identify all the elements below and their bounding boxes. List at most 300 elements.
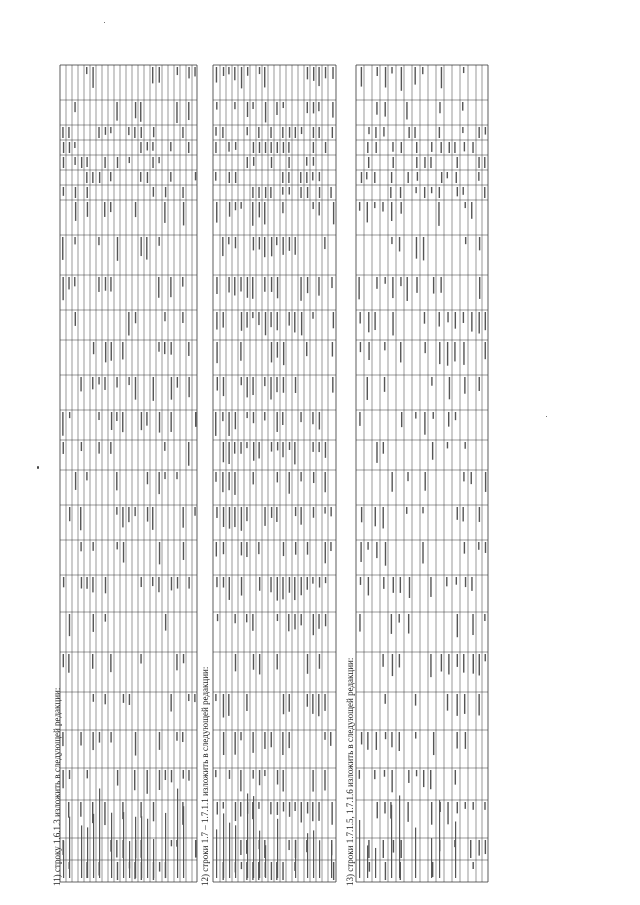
- cell-text-mark: [264, 202, 265, 224]
- description-text-mark: [216, 829, 217, 878]
- cell-text-mark: [258, 187, 259, 198]
- cell-text-mark: [265, 312, 266, 335]
- cell-text-mark: [289, 237, 290, 251]
- cell-text-mark: [69, 770, 70, 779]
- cell-text-mark: [359, 412, 360, 426]
- cell-text-mark: [319, 187, 320, 198]
- cell-text-mark: [283, 542, 284, 556]
- cell-text-mark: [271, 442, 272, 452]
- cell-text-mark: [400, 342, 401, 362]
- cell-text-mark: [270, 312, 271, 327]
- cell-text-mark: [408, 127, 409, 138]
- cell-text-mark: [182, 277, 183, 287]
- cell-text-mark: [62, 732, 63, 746]
- description-text-mark: [277, 819, 278, 878]
- description-text-mark: [93, 814, 94, 878]
- cell-text-mark: [441, 654, 442, 672]
- cell-text-mark: [485, 127, 486, 135]
- cell-text-mark: [122, 507, 123, 527]
- cell-text-mark: [431, 187, 432, 193]
- cell-text-mark: [360, 577, 361, 585]
- cell-text-mark: [288, 172, 289, 183]
- cell-text-mark: [116, 507, 117, 515]
- cell-text-mark: [318, 802, 319, 821]
- cell-text-mark: [391, 67, 392, 73]
- cell-text-mark: [312, 442, 313, 452]
- cell-text-mark: [331, 277, 332, 288]
- cell-text-mark: [449, 142, 450, 153]
- cell-text-mark: [484, 187, 485, 198]
- cell-text-mark: [271, 507, 272, 518]
- cell-text-mark: [216, 312, 217, 330]
- cell-text-mark: [400, 277, 401, 286]
- cell-text-mark: [134, 127, 135, 138]
- cell-text-mark: [463, 654, 464, 673]
- description-text-mark: [111, 813, 112, 878]
- cell-text-mark: [294, 442, 295, 464]
- cell-text-mark: [464, 542, 465, 554]
- cell-text-mark: [392, 312, 393, 335]
- cell-text-mark: [485, 312, 486, 330]
- description-text-mark: [165, 813, 166, 878]
- cell-text-mark: [92, 377, 93, 389]
- cell-text-mark: [277, 442, 278, 450]
- cell-text-mark: [407, 802, 408, 822]
- cell-text-mark: [277, 342, 278, 358]
- cell-text-mark: [401, 142, 402, 153]
- cell-text-mark: [319, 577, 320, 588]
- cell-text-mark: [240, 202, 241, 209]
- cell-text-mark: [423, 770, 424, 787]
- cell-text-mark: [110, 277, 111, 292]
- cell-text-mark: [431, 802, 432, 825]
- cell-text-mark: [182, 732, 183, 742]
- cell-text-mark: [416, 157, 417, 168]
- cell-text-mark: [135, 312, 136, 323]
- cell-text-mark: [391, 472, 392, 492]
- cell-text-mark: [110, 654, 111, 672]
- cell-text-mark: [111, 342, 112, 361]
- cell-text-mark: [63, 187, 64, 196]
- cell-text-mark: [307, 654, 308, 674]
- cell-text-mark: [223, 507, 224, 527]
- cell-text-mark: [265, 142, 266, 153]
- cell-text-mark: [240, 802, 241, 817]
- cell-text-mark: [478, 542, 479, 550]
- cell-text-mark: [188, 442, 189, 466]
- cell-text-mark: [264, 732, 265, 749]
- cell-text-mark: [447, 802, 448, 824]
- cell-text-mark: [252, 277, 253, 299]
- cell-text-mark: [318, 102, 319, 111]
- cell-text-mark: [472, 614, 473, 635]
- cell-text-mark: [171, 840, 172, 846]
- cell-text-mark: [195, 840, 196, 858]
- cell-text-mark: [406, 102, 407, 119]
- description-text-mark: [123, 812, 124, 878]
- cell-text-mark: [229, 507, 230, 529]
- cell-text-mark: [283, 142, 284, 153]
- cell-text-mark: [164, 342, 165, 354]
- cell-text-mark: [367, 202, 368, 222]
- cell-text-mark: [422, 67, 423, 74]
- cell-text-mark: [105, 127, 106, 135]
- cell-text-mark: [228, 694, 229, 716]
- cell-text-mark: [359, 202, 360, 211]
- cell-text-mark: [430, 654, 431, 677]
- cell-text-mark: [294, 802, 295, 811]
- cell-text-mark: [325, 542, 326, 563]
- cell-text-mark: [360, 542, 361, 562]
- cell-text-mark: [375, 127, 376, 138]
- cell-text-mark: [158, 577, 159, 592]
- cell-text-mark: [253, 472, 254, 484]
- cell-text-mark: [374, 770, 375, 779]
- cell-text-mark: [258, 312, 259, 325]
- cell-text-mark: [383, 442, 384, 454]
- cell-text-mark: [247, 127, 248, 135]
- cell-text-mark: [270, 187, 271, 198]
- cell-text-mark: [294, 312, 295, 332]
- cell-text-mark: [423, 237, 424, 260]
- cell-text-mark: [217, 614, 218, 621]
- cell-text-mark: [369, 862, 370, 872]
- description-text-mark: [177, 789, 178, 878]
- cell-text-mark: [312, 802, 313, 821]
- cell-text-mark: [253, 442, 254, 461]
- cell-text-mark: [223, 577, 224, 588]
- cell-text-mark: [479, 507, 480, 522]
- cell-text-mark: [235, 412, 236, 429]
- cell-text-mark: [104, 157, 105, 168]
- cell-text-mark: [385, 862, 386, 880]
- cell-text-mark: [188, 102, 189, 120]
- cell-text-mark: [416, 770, 417, 776]
- cell-text-mark: [240, 840, 241, 855]
- cell-text-mark: [301, 577, 302, 595]
- description-text-mark: [229, 823, 230, 878]
- cell-text-mark: [110, 202, 111, 212]
- cell-text-mark: [431, 142, 432, 152]
- cell-text-mark: [92, 732, 93, 750]
- cell-text-mark: [360, 342, 361, 352]
- cell-text-mark: [282, 172, 283, 183]
- cell-text-mark: [484, 614, 485, 621]
- cell-text-mark: [252, 102, 253, 109]
- cell-text-mark: [188, 377, 189, 397]
- cell-text-mark: [159, 412, 160, 433]
- cell-text-mark: [332, 342, 333, 357]
- cell-text-mark: [223, 732, 224, 755]
- cell-text-mark: [247, 67, 248, 76]
- cell-text-mark: [479, 654, 480, 675]
- cell-text-mark: [277, 277, 278, 298]
- cell-text-mark: [440, 277, 441, 293]
- cell-text-mark: [247, 157, 248, 168]
- cell-text-mark: [312, 312, 313, 319]
- cell-text-mark: [86, 577, 87, 589]
- cell-text-mark: [367, 542, 368, 550]
- cell-text-mark: [270, 127, 271, 138]
- cell-text-mark: [62, 127, 63, 138]
- cell-text-mark: [170, 694, 171, 712]
- cell-text-mark: [295, 542, 296, 555]
- description-text-mark: [69, 817, 70, 878]
- cell-text-mark: [80, 802, 81, 817]
- cell-text-mark: [159, 542, 160, 564]
- cell-text-mark: [465, 202, 466, 208]
- cell-text-mark: [463, 342, 464, 365]
- cell-text-mark: [277, 802, 278, 815]
- cell-text-mark: [92, 577, 93, 592]
- cell-text-mark: [63, 142, 64, 153]
- cell-text-mark: [264, 377, 265, 386]
- cell-text-mark: [391, 614, 392, 634]
- cell-text-mark: [246, 614, 247, 622]
- cell-text-mark: [368, 577, 369, 595]
- cell-text-mark: [282, 862, 283, 880]
- cell-text-mark: [153, 187, 154, 197]
- cell-text-mark: [270, 802, 271, 814]
- cell-text-mark: [392, 654, 393, 676]
- cell-text-mark: [401, 840, 402, 858]
- cell-text-mark: [463, 187, 464, 195]
- cell-text-mark: [234, 732, 235, 755]
- cell-text-mark: [152, 67, 153, 83]
- cell-text-mark: [300, 172, 301, 183]
- cell-text-mark: [62, 277, 63, 300]
- cell-text-mark: [277, 472, 278, 482]
- cell-text-mark: [289, 442, 290, 450]
- cell-text-mark: [318, 67, 319, 86]
- cell-text-mark: [215, 412, 216, 436]
- cell-text-mark: [235, 172, 236, 183]
- cell-text-mark: [276, 377, 277, 392]
- cell-text-mark: [68, 127, 69, 138]
- cell-text-mark: [301, 312, 302, 335]
- cell-text-mark: [478, 172, 479, 181]
- cell-text-mark: [282, 442, 283, 457]
- cell-text-mark: [188, 770, 189, 781]
- cell-text-mark: [194, 507, 195, 516]
- cell-text-mark: [390, 187, 391, 198]
- cell-text-mark: [99, 172, 100, 183]
- cell-text-mark: [473, 654, 474, 674]
- cell-text-mark: [80, 542, 81, 551]
- cell-text-mark: [170, 172, 171, 182]
- cell-text-mark: [170, 142, 171, 151]
- cell-text-mark: [62, 412, 63, 436]
- cell-text-mark: [92, 172, 93, 183]
- cell-text-mark: [448, 654, 449, 674]
- cell-text-mark: [188, 342, 189, 356]
- cell-text-mark: [93, 694, 94, 702]
- cell-text-mark: [259, 202, 260, 217]
- description-text-mark: [87, 827, 88, 878]
- cell-text-mark: [384, 802, 385, 813]
- table-section-12: [213, 65, 336, 882]
- cell-text-mark: [300, 412, 301, 422]
- cell-text-mark: [75, 312, 76, 326]
- cell-text-mark: [425, 472, 426, 491]
- cell-text-mark: [295, 127, 296, 138]
- cell-text-mark: [235, 654, 236, 671]
- cell-text-mark: [332, 127, 333, 138]
- cell-text-mark: [246, 542, 247, 557]
- cell-text-mark: [246, 507, 247, 521]
- cell-text-mark: [384, 377, 385, 392]
- cell-text-mark: [74, 157, 75, 165]
- cell-text-mark: [366, 172, 367, 179]
- cell-text-mark: [313, 614, 314, 635]
- cell-text-mark: [465, 577, 466, 587]
- cell-text-mark: [152, 157, 153, 168]
- cell-text-mark: [69, 614, 70, 636]
- cell-text-mark: [448, 412, 449, 427]
- cell-text-mark: [159, 732, 160, 750]
- cell-text-mark: [270, 577, 271, 592]
- cell-text-mark: [128, 507, 129, 522]
- cell-text-mark: [140, 142, 141, 153]
- cell-text-mark: [195, 172, 196, 180]
- cell-text-mark: [282, 732, 283, 755]
- cell-text-mark: [361, 67, 362, 87]
- cell-text-mark: [325, 67, 326, 78]
- table-section-11: [60, 65, 197, 882]
- cell-text-mark: [258, 802, 259, 809]
- cell-text-mark: [318, 442, 319, 452]
- cell-text-mark: [383, 840, 384, 858]
- cell-text-mark: [324, 507, 325, 514]
- cell-text-mark: [170, 412, 171, 432]
- cell-text-mark: [454, 142, 455, 153]
- cell-text-mark: [479, 277, 480, 299]
- cell-text-mark: [152, 507, 153, 530]
- cell-text-mark: [455, 312, 456, 329]
- cell-text-mark: [359, 770, 360, 779]
- description-text-mark: [359, 820, 360, 878]
- cell-text-mark: [383, 127, 384, 137]
- cell-text-mark: [271, 732, 272, 747]
- cell-text-mark: [223, 67, 224, 76]
- cell-text-mark: [176, 472, 177, 479]
- cell-text-mark: [110, 172, 111, 181]
- cell-text-mark: [135, 377, 136, 400]
- cell-text-mark: [325, 472, 326, 492]
- cell-text-mark: [158, 237, 159, 246]
- cell-text-mark: [431, 377, 432, 386]
- cell-text-mark: [111, 412, 112, 430]
- cell-text-mark: [282, 577, 283, 599]
- cell-text-mark: [313, 507, 314, 518]
- cell-text-mark: [74, 277, 75, 286]
- cell-text-mark: [457, 507, 458, 520]
- cell-text-mark: [384, 770, 385, 777]
- cell-text-mark: [98, 442, 99, 454]
- cell-text-mark: [116, 412, 117, 421]
- cell-text-mark: [147, 142, 148, 150]
- cell-text-mark: [153, 802, 154, 821]
- cell-text-mark: [253, 412, 254, 423]
- cell-text-mark: [264, 770, 265, 776]
- cell-text-mark: [104, 802, 105, 825]
- cell-text-mark: [253, 157, 254, 166]
- cell-text-mark: [289, 312, 290, 326]
- cell-text-mark: [241, 507, 242, 531]
- cell-text-mark: [171, 377, 172, 400]
- cell-text-mark: [177, 67, 178, 75]
- cell-text-mark: [165, 614, 166, 631]
- cell-text-mark: [384, 277, 385, 284]
- description-text-mark: [147, 819, 148, 878]
- cell-text-mark: [391, 202, 392, 221]
- cell-text-mark: [417, 172, 418, 181]
- cell-text-mark: [367, 142, 368, 153]
- cell-text-mark: [313, 472, 314, 483]
- description-text-mark: [295, 840, 296, 878]
- cell-text-mark: [472, 862, 473, 869]
- cell-text-mark: [253, 654, 254, 670]
- cell-text-mark: [264, 277, 265, 292]
- cell-text-mark: [479, 377, 480, 391]
- cell-text-mark: [324, 770, 325, 790]
- cell-text-mark: [462, 102, 463, 111]
- cell-text-mark: [270, 377, 271, 400]
- cell-text-mark: [259, 142, 260, 153]
- cell-text-mark: [128, 312, 129, 336]
- cell-text-mark: [87, 187, 88, 198]
- cell-text-mark: [223, 312, 224, 328]
- cell-text-mark: [313, 157, 314, 166]
- cell-text-mark: [462, 127, 463, 133]
- cell-text-mark: [424, 412, 425, 435]
- cell-text-mark: [194, 67, 195, 76]
- cell-text-mark: [325, 614, 326, 626]
- cell-text-mark: [140, 237, 141, 256]
- cell-text-mark: [259, 67, 260, 74]
- cell-text-mark: [75, 202, 76, 221]
- cell-text-mark: [264, 237, 265, 257]
- cell-text-mark: [98, 277, 99, 292]
- cell-text-mark: [376, 442, 377, 463]
- cell-text-mark: [392, 142, 393, 152]
- cell-text-mark: [246, 442, 247, 448]
- cell-text-mark: [332, 67, 333, 79]
- cell-text-mark: [313, 102, 314, 113]
- cell-text-mark: [465, 237, 466, 244]
- cell-text-mark: [228, 237, 229, 244]
- cell-text-mark: [415, 694, 416, 706]
- cell-text-mark: [307, 802, 308, 813]
- cell-text-mark: [300, 507, 301, 525]
- cell-text-mark: [229, 770, 230, 779]
- cell-text-mark: [376, 732, 377, 750]
- cell-text-mark: [393, 840, 394, 853]
- cell-text-mark: [246, 694, 247, 711]
- cell-text-mark: [383, 577, 384, 589]
- description-text-mark: [331, 844, 332, 878]
- cell-text-mark: [105, 342, 106, 362]
- cell-text-mark: [455, 770, 456, 785]
- cell-text-mark: [234, 472, 235, 495]
- cell-text-mark: [86, 157, 87, 167]
- cell-text-mark: [177, 377, 178, 388]
- cell-text-mark: [409, 577, 410, 598]
- cell-text-mark: [234, 102, 235, 109]
- cell-text-mark: [312, 694, 313, 714]
- description-text-mark: [391, 805, 392, 878]
- cell-text-mark: [295, 377, 296, 393]
